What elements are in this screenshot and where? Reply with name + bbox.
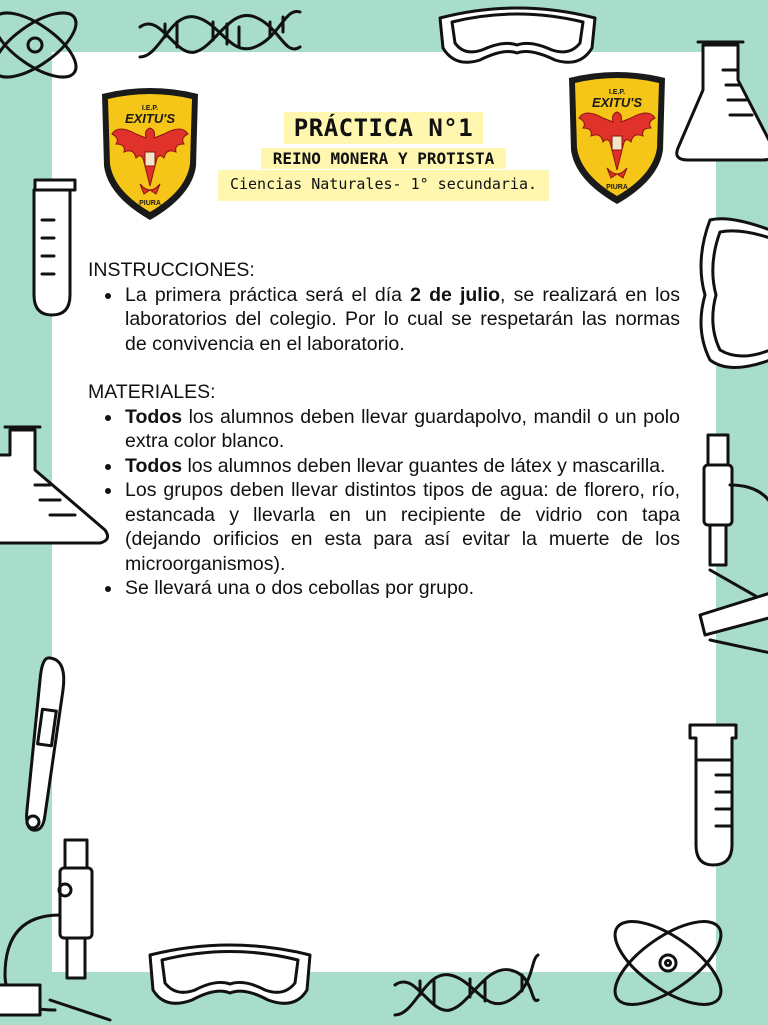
test-tube-icon [20,170,90,320]
flask-icon [668,30,768,170]
list-item-emphasis: Todos [125,405,183,428]
list-item [88,405,680,454]
logo-city: PIURA [139,200,161,207]
thermometer-icon [15,650,75,845]
document-body [88,258,680,601]
atom-icon [600,895,740,1025]
instructions-list [88,283,680,357]
school-logo-left [96,86,204,224]
list-item [88,454,680,479]
list-item-text: , se realizará en los laboratorios del colegio. Por lo cual se respetarán las normas de convivencia en el laboratorio. [125,283,680,355]
course-line [207,170,560,201]
list-item-emphasis: 2 de julio [410,283,501,306]
course-line-text: Ciencias Naturales- 1° secundaria. [218,170,549,201]
list-item-emphasis: Todos [125,454,183,477]
instructions-heading: INSTRUCCIONES: [88,259,255,281]
dna-icon [135,2,305,72]
logo-name: EXITU'S [591,95,643,110]
page-title-text: PRÁCTICA N°1 [284,112,483,144]
goggles-icon [690,210,768,380]
microscope-icon [690,430,768,660]
goggles-icon [430,0,605,78]
school-logo-right [563,70,671,208]
list-item-text: los alumnos deben llevar guantes de látex y mascarilla. [182,454,666,477]
list-item-text: Se llevará una o dos cebollas por grupo. [125,577,475,599]
list-item [88,576,680,601]
dna-icon [390,945,540,1025]
materials-list [88,405,680,601]
list-item-text: La primera práctica será el día [125,283,411,306]
goggles-icon [140,935,320,1020]
logo-top-text: I.E.P. [608,89,626,96]
list-item-text: los alumnos deben llevar guardapolvo, mandil o un polo extra color blanco. [125,405,680,452]
list-item [88,478,680,576]
section-gap [88,356,680,380]
list-item [88,283,680,357]
list-item-text: Los grupos deben llevar distintos tipos de agua: de florero, río, estancada y llevarla en un recipiente de vidrio con tapa (dejando orificios en esta para así evitar la muerte de los microorganismos). [125,479,680,575]
microscope-icon [0,835,115,1025]
page-subtitle-text: REINO MONERA Y PROTISTA [261,148,507,169]
logo-city: PIURA [606,184,628,191]
logo-name: EXITU'S [124,111,176,126]
logo-top-text: I.E.P. [141,105,159,112]
page-subtitle [207,148,560,169]
test-tube-icon [688,720,748,870]
materials-heading: MATERIALES: [88,381,216,403]
atom-icon [0,0,100,110]
page-title [207,112,560,144]
